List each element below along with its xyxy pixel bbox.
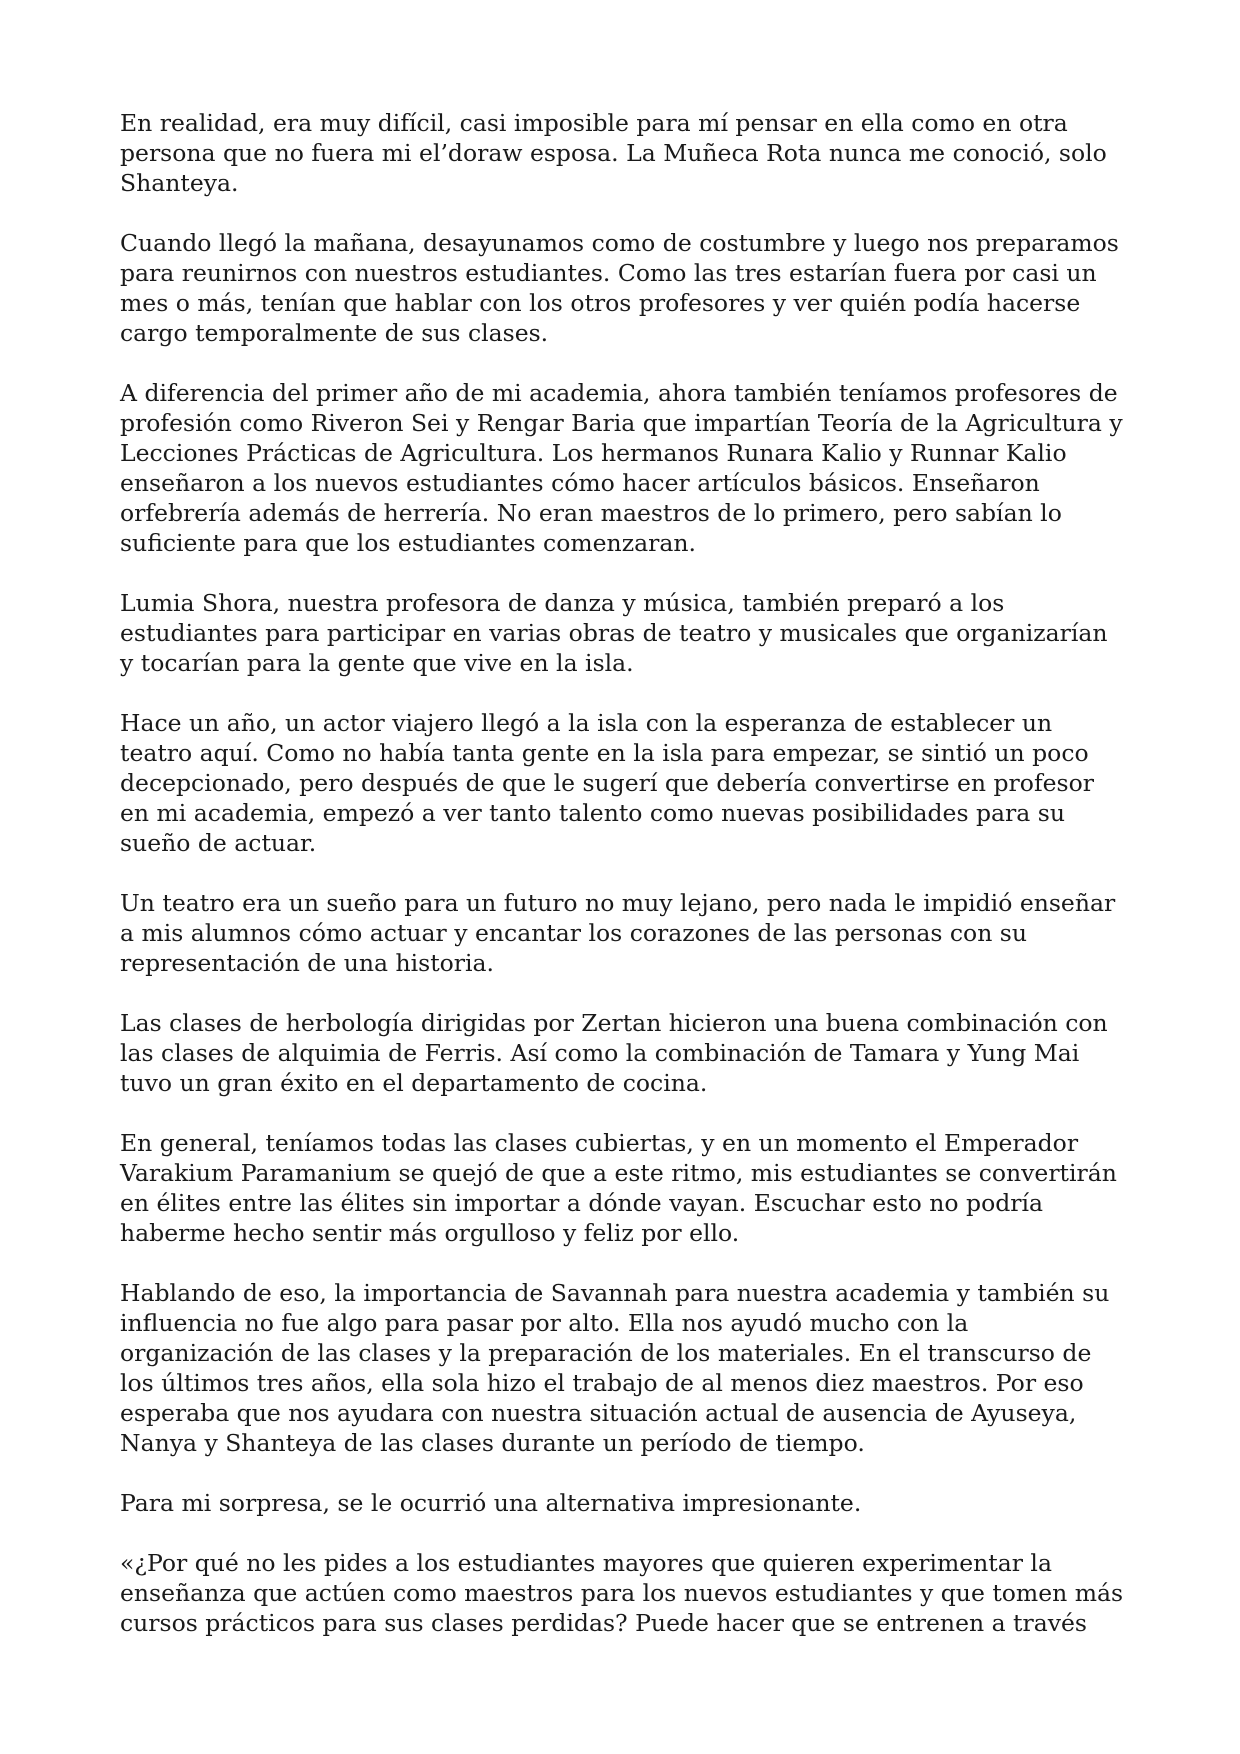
paragraph-11: «¿Por qué no les pides a los estudiantes mayores que quieren experimentar la enseñanza que actúen como maestros para los nuevos estudiantes y que tomen más cursos prácticos para sus clases perdidas? Puede hacer que se entrenen a través: [120, 1549, 1124, 1637]
paragraph-7: Las clases de herbología dirigidas por Zertan hicieron una buena combinación con las clases de alquimia de Ferris. Así como la combinación de Tamara y Yung Mai tuvo un gran éxito en el departamento de cocina.: [120, 1009, 1108, 1097]
paragraph-4: Lumia Shora, nuestra profesora de danza y música, también preparó a los estudiantes para participar en varias obras de teatro y musicales que organizarían y tocarían para la gente que vive en la isla.: [120, 589, 1108, 677]
document-page: [120, 108, 1128, 1638]
paragraph-8: En general, teníamos todas las clases cubiertas, y en un momento el Emperador Varakium Paramanium se quejó de que a este ritmo, mis estudiantes se convertirán en élites entre las élites sin importar a dónde vayan. Escuchar esto no podría haberme hecho sentir más orgulloso y feliz por ello.: [120, 1129, 1117, 1247]
paragraph-9: Hablando de eso, la importancia de Savannah para nuestra academia y también su influencia no fue algo para pasar por alto. Ella nos ayudó mucho con la organización de las clases y la preparación de los materiales. En el transcurso de los últimos tres años, ella sola hizo el trabajo de al menos diez maestros. Por eso esperaba que nos ayudara con nuestra situación actual de ausencia de Ayuseya, Nanya y Shanteya de las clases durante un período de tiempo.: [120, 1279, 1110, 1457]
paragraph-2: Cuando llegó la mañana, desayunamos como de costumbre y luego nos preparamos para reunirnos con nuestros estudiantes. Como las tres estarían fuera por casi un mes o más, tenían que hablar con los otros profesores y ver quién podía hacerse cargo temporalmente de sus clases.: [120, 229, 1119, 347]
paragraph-10: Para mi sorpresa, se le ocurrió una alternativa impresionante.: [120, 1489, 862, 1517]
paragraph-1: En realidad, era muy difícil, casi imposible para mí pensar en ella como en otra persona que no fuera mi el’doraw esposa. La Muñeca Rota nunca me conoció, solo Shanteya.: [120, 109, 1107, 197]
paragraph-5: Hace un año, un actor viajero llegó a la isla con la esperanza de establecer un teatro aquí. Como no había tanta gente en la isla para empezar, se sintió un poco decepcionado, pero después de que le sugerí que debería convertirse en profesor en mi academia, empezó a ver tanto talento como nuevas posibilidades para su sueño de actuar.: [120, 709, 1094, 857]
paragraph-3: A diferencia del primer año de mi academia, ahora también teníamos profesores de profesión como Riveron Sei y Rengar Baria que impartían Teoría de la Agricultura y Lecciones Prácticas de Agricultura. Los hermanos Runara Kalio y Runnar Kalio enseñaron a los nuevos estudiantes cómo hacer artículos básicos. Enseñaron orfebrería además de herrería. No eran maestros de lo primero, pero sabían lo suficiente para que los estudiantes comenzaran.: [120, 379, 1123, 557]
paragraph-6: Un teatro era un sueño para un futuro no muy lejano, pero nada le impidió enseñar a mis alumnos cómo actuar y encantar los corazones de las personas con su representación de una historia.: [120, 889, 1116, 977]
